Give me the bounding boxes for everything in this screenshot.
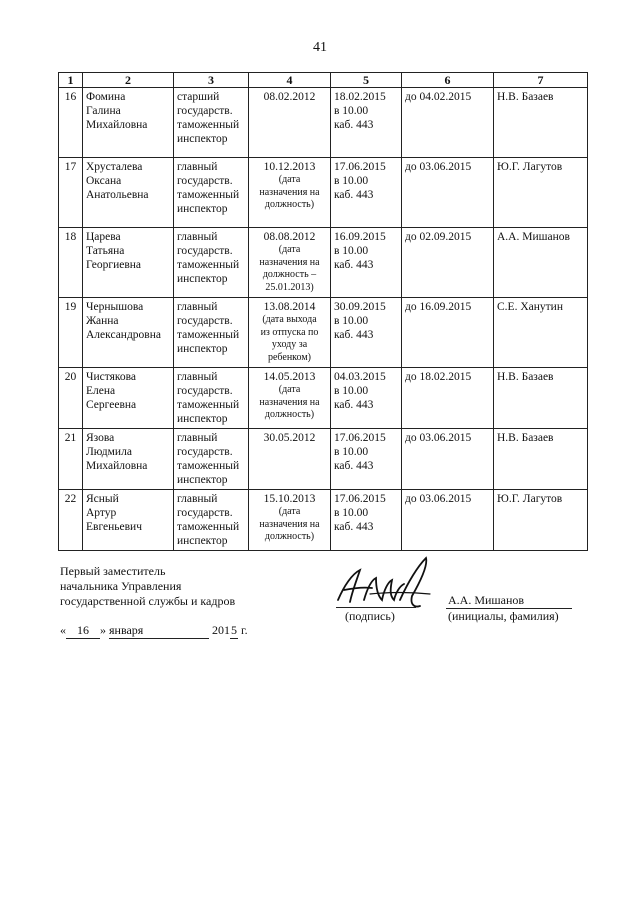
employee-position-line: таможенный (177, 460, 240, 472)
employee-name-line: Артур (86, 507, 117, 519)
date-year-prefix: 201 (212, 623, 230, 637)
responsible-person: Н.В. Базаев (494, 429, 588, 490)
attestation-schedule-line: каб. 443 (334, 521, 374, 533)
employee-name-line: Фомина (86, 91, 126, 103)
employee-name-line: Татьяна (86, 245, 125, 257)
employee-name-line: Георгиевна (86, 259, 142, 271)
employee-name-line: Галина (86, 105, 121, 117)
attestation-schedule-line: 04.03.2015 (334, 371, 386, 383)
employee-position-line: таможенный (177, 521, 240, 533)
appointment-date-note (252, 174, 327, 212)
attestation-schedule-line: каб. 443 (334, 399, 374, 411)
documents-deadline: до 18.02.2015 (402, 368, 494, 429)
appointment-date-note-line: ребенком) (267, 351, 311, 363)
responsible-person: Н.В. Базаев (494, 88, 588, 158)
employee-name-line: Чистякова (86, 371, 137, 383)
employee-position-line: таможенный (177, 329, 240, 341)
name-caption: (инициалы, фамилия) (448, 609, 559, 623)
date-month: января (109, 623, 209, 639)
employee-position-line: инспектор (177, 413, 228, 425)
employee-position (174, 228, 249, 298)
attestation-schedule (331, 228, 402, 298)
appointment-date-note-line: должность) (264, 531, 315, 542)
appointment-date-value: 08.02.2012 (263, 91, 316, 103)
appointment-date-value: 10.12.2013 (263, 161, 316, 173)
employee-position (174, 298, 249, 368)
table-row (59, 429, 588, 490)
responsible-person: Н.В. Базаев (494, 368, 588, 429)
appointment-date-note (252, 384, 327, 422)
employee-position-line: инспектор (177, 203, 228, 215)
appointment-date-note-line: уходу за (271, 339, 308, 350)
column-header: 7 (494, 73, 588, 88)
attestation-schedule-line: каб. 443 (334, 460, 374, 472)
attestation-schedule-line: в 10.00 (334, 507, 369, 519)
appointment-date-note (252, 314, 327, 364)
signer-title (60, 564, 235, 609)
attestation-schedule-line: каб. 443 (334, 329, 374, 341)
signature-line (336, 607, 416, 608)
employee-name (83, 429, 174, 490)
employee-name-line: Евгеньевич (86, 521, 142, 533)
employee-name-line: Ясный (86, 493, 119, 505)
attestation-schedule-line: в 10.00 (334, 315, 369, 327)
table-row (59, 158, 588, 228)
appointment-date-value: 08.08.2012 (263, 231, 316, 243)
table-row (59, 88, 588, 158)
attestation-schedule (331, 88, 402, 158)
signature-date (60, 623, 248, 639)
appointment-date-note-line: (дата (278, 244, 301, 255)
documents-deadline: до 03.06.2015 (402, 158, 494, 228)
employee-position-line: государств. (177, 446, 233, 458)
attestation-schedule (331, 368, 402, 429)
appointment-date (249, 298, 331, 368)
attestation-schedule-line: в 10.00 (334, 245, 369, 257)
appointment-date-note-line: из отпуска по (260, 326, 319, 338)
employee-name-line: Анатольевна (86, 189, 149, 201)
employee-position-line: главный (177, 161, 218, 173)
page-number: 41 (313, 40, 327, 55)
employee-name-line: Царева (86, 231, 121, 243)
appointment-date-note (252, 506, 327, 544)
attestation-schedule (331, 298, 402, 368)
column-header: 4 (249, 73, 331, 88)
appointment-date-note-line: назначения на (259, 256, 320, 268)
employee-name (83, 228, 174, 298)
employee-position-line: инспектор (177, 343, 228, 355)
appointment-date (249, 429, 331, 490)
signer-title-line: государственной службы и кадров (60, 594, 236, 608)
attestation-schedule-line: каб. 443 (334, 259, 374, 271)
row-number: 20 (59, 368, 83, 429)
employee-position (174, 88, 249, 158)
appointment-date-note-line: назначения на (259, 396, 320, 408)
employee-position-line: главный (177, 432, 218, 444)
employee-name (83, 88, 174, 158)
column-header: 5 (331, 73, 402, 88)
employee-position-line: главный (177, 301, 218, 313)
employee-position (174, 158, 249, 228)
employee-position-line: главный (177, 371, 218, 383)
employee-name-line: Елена (86, 385, 116, 397)
employee-position (174, 368, 249, 429)
column-header: 2 (83, 73, 174, 88)
employee-name-line: Оксана (86, 175, 122, 187)
employee-name-line: Людмила (86, 446, 132, 458)
date-day: 16 (66, 623, 100, 639)
responsible-person: С.Е. Ханутин (494, 298, 588, 368)
employee-name-line: Михайловна (86, 119, 148, 131)
employee-name (83, 158, 174, 228)
attestation-schedule-line: 17.06.2015 (334, 161, 386, 173)
employee-position-line: таможенный (177, 189, 240, 201)
appointment-date (249, 158, 331, 228)
row-number: 22 (59, 490, 83, 551)
employee-position (174, 429, 249, 490)
appointment-date-note-line: назначения на (259, 186, 320, 198)
employee-position-line: государств. (177, 385, 233, 397)
employee-name-line: Чернышова (86, 301, 144, 313)
table-row (59, 490, 588, 551)
attestation-schedule-line: в 10.00 (334, 446, 369, 458)
employee-position-line: государств. (177, 507, 233, 519)
date-open-quote: « (60, 623, 66, 637)
table-row (59, 368, 588, 429)
employee-name (83, 368, 174, 429)
date-year-digit: 5 (231, 623, 237, 637)
attestation-schedule-line: каб. 443 (334, 189, 374, 201)
table-row (59, 228, 588, 298)
employee-position-line: инспектор (177, 273, 228, 285)
table-header-row (59, 73, 588, 88)
signature-caption: (подпись) (345, 609, 395, 623)
appointment-date-note-line: должность) (264, 409, 315, 420)
employee-name-line: Михайловна (86, 460, 148, 472)
registry-table (58, 72, 588, 551)
employee-position-line: государств. (177, 105, 233, 117)
appointment-date-note-line: (дата выхода (262, 314, 317, 325)
attestation-schedule-line: 17.06.2015 (334, 493, 386, 505)
documents-deadline: до 04.02.2015 (402, 88, 494, 158)
attestation-schedule-line: в 10.00 (334, 385, 369, 397)
employee-position (174, 490, 249, 551)
employee-name (83, 298, 174, 368)
documents-deadline: до 03.06.2015 (402, 429, 494, 490)
appointment-date-note-line: назначения на (259, 518, 320, 530)
column-header: 1 (59, 73, 83, 88)
appointment-date-note-line: (дата (278, 506, 301, 517)
column-header: 6 (402, 73, 494, 88)
employee-position-line: главный (177, 231, 218, 243)
employee-position-line: инспектор (177, 133, 228, 145)
signer-title-line: Первый заместитель (60, 564, 166, 578)
appointment-date-note-line: должность) (264, 199, 315, 210)
appointment-date (249, 228, 331, 298)
documents-deadline: до 03.06.2015 (402, 490, 494, 551)
employee-position-line: таможенный (177, 119, 240, 131)
employee-name-line: Александровна (86, 329, 161, 341)
employee-position-line: инспектор (177, 474, 228, 486)
attestation-schedule-line: 16.09.2015 (334, 231, 386, 243)
responsible-person: Ю.Г. Лагутов (494, 490, 588, 551)
date-close-quote: » (100, 623, 106, 637)
employee-position-line: таможенный (177, 399, 240, 411)
attestation-schedule-line: в 10.00 (334, 175, 369, 187)
attestation-schedule (331, 429, 402, 490)
appointment-date-value: 15.10.2013 (263, 493, 316, 505)
attestation-schedule (331, 490, 402, 551)
row-number: 18 (59, 228, 83, 298)
employee-position-line: главный (177, 493, 218, 505)
responsible-person: Ю.Г. Лагутов (494, 158, 588, 228)
employee-name-line: Хрусталева (86, 161, 143, 173)
employee-name-line: Жанна (86, 315, 119, 327)
appointment-date-note-line: (дата (278, 384, 301, 395)
attestation-schedule (331, 158, 402, 228)
row-number: 17 (59, 158, 83, 228)
responsible-person: А.А. Мишанов (494, 228, 588, 298)
appointment-date-value: 30.05.2012 (263, 432, 316, 444)
appointment-date (249, 88, 331, 158)
row-number: 19 (59, 298, 83, 368)
appointment-date-value: 13.08.2014 (263, 301, 316, 313)
attestation-schedule-line: 30.09.2015 (334, 301, 386, 313)
appointment-date-note-line: 25.01.2013) (265, 281, 314, 293)
employee-position-line: инспектор (177, 535, 228, 547)
column-header: 3 (174, 73, 249, 88)
employee-position-line: старший (177, 91, 220, 103)
documents-deadline: до 02.09.2015 (402, 228, 494, 298)
signer-name: А.А. Мишанов (446, 593, 572, 609)
appointment-date-note-line: (дата (278, 174, 301, 185)
appointment-date-note (252, 244, 327, 294)
attestation-schedule-line: каб. 443 (334, 119, 374, 131)
documents-deadline: до 16.09.2015 (402, 298, 494, 368)
employee-position-line: государств. (177, 245, 233, 257)
appointment-date-note-line: должность – (262, 269, 317, 280)
employee-name-line: Язова (86, 432, 115, 444)
employee-name-line: Сергеевна (86, 399, 137, 411)
attestation-schedule-line: в 10.00 (334, 105, 369, 117)
attestation-schedule-line: 17.06.2015 (334, 432, 386, 444)
employee-position-line: государств. (177, 175, 233, 187)
employee-position-line: государств. (177, 315, 233, 327)
employee-position-line: таможенный (177, 259, 240, 271)
appointment-date (249, 368, 331, 429)
table-row (59, 298, 588, 368)
row-number: 21 (59, 429, 83, 490)
row-number: 16 (59, 88, 83, 158)
date-year-suffix: г. (241, 623, 248, 637)
attestation-schedule-line: 18.02.2015 (334, 91, 386, 103)
appointment-date (249, 490, 331, 551)
signer-title-line: начальника Управления (60, 579, 182, 593)
appointment-date-value: 14.05.2013 (263, 371, 316, 383)
employee-name (83, 490, 174, 551)
